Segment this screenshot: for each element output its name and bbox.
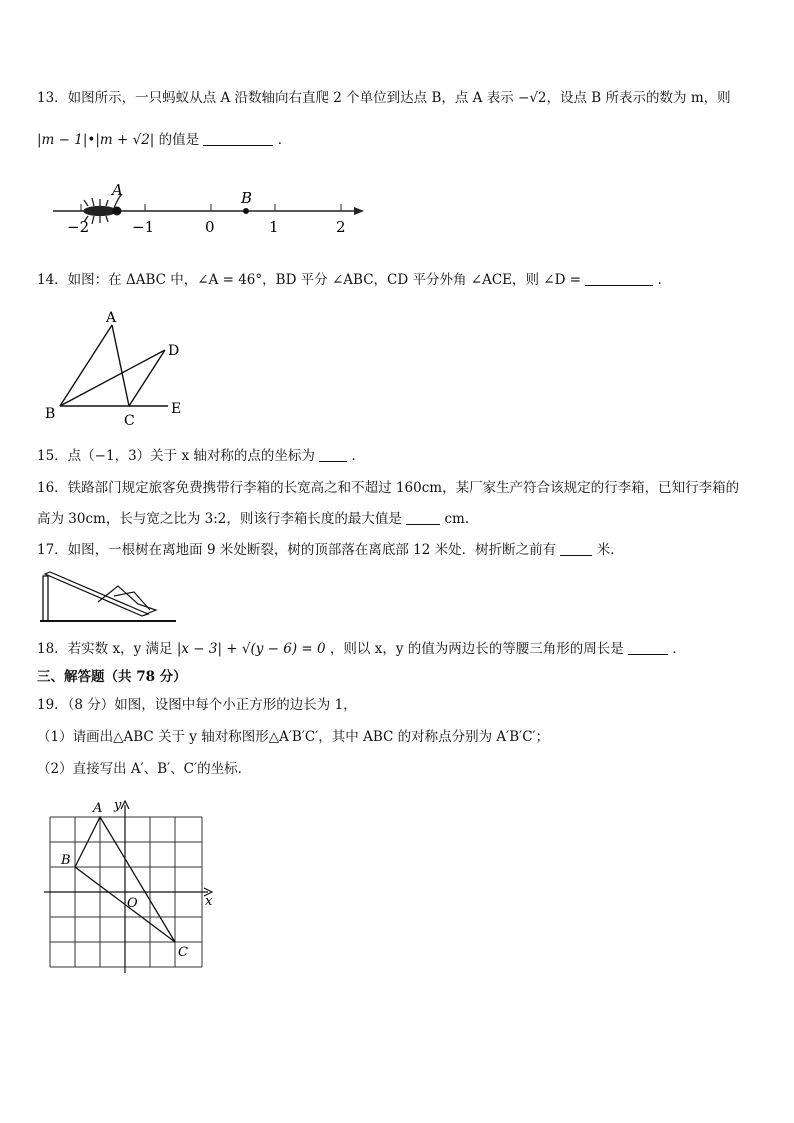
label-a: A: [106, 310, 117, 326]
q13-end: ．: [277, 132, 292, 148]
q17-end: 米．: [596, 542, 624, 558]
q16-answer-blank[interactable]: [406, 510, 440, 525]
q19-line1: [37, 696, 357, 714]
q15-end: ．: [351, 448, 365, 464]
q14-line: [37, 271, 671, 289]
q13-answer-blank[interactable]: [203, 131, 273, 146]
q15-answer-blank[interactable]: [319, 447, 347, 462]
label-b: B: [241, 189, 253, 207]
q16-line1: [37, 479, 739, 497]
q15-line: [37, 447, 365, 465]
q19-part1-line: [37, 728, 549, 746]
tick-label-neg2: −2: [67, 218, 90, 236]
q19-text: 19．（8 分）如图，设图中每个小正方形的边长为 1，: [37, 697, 357, 713]
q18-answer-blank[interactable]: [628, 640, 668, 655]
q16-text-1: 16．铁路部门规定旅客免费携带行李箱的长宽高之和不超过 160cm，某厂家生产符合该规定的行李箱，已知行李箱的: [37, 480, 740, 496]
q15-text: 15．点（−1，3）关于 x 轴对称的点的坐标为: [37, 448, 315, 464]
label-d: D: [168, 343, 180, 359]
q19-part2: （2）直接写出 A′、B′、C′的坐标．: [37, 761, 252, 777]
q14-text: 14．如图：在 ΔABC 中，∠A = 46°，BD 平分 ∠ABC，CD 平分外角 ∠ACE，则 ∠D =: [37, 272, 582, 288]
segment-bd: [60, 350, 165, 406]
q17-answer-blank[interactable]: [560, 541, 592, 556]
q14-triangle-figure: [40, 305, 200, 430]
label-b: B: [61, 853, 71, 868]
q13-suffix: 的值是: [158, 132, 200, 148]
section3-title: 三、解答题（共 78 分）: [37, 669, 187, 685]
q19-part2-line: [37, 760, 251, 778]
q18-end: ．: [672, 641, 686, 657]
q13-line1: [37, 89, 731, 107]
q18-prefix: 18．若实数 x，y 满足: [37, 641, 173, 657]
label-c: C: [124, 413, 135, 429]
label-b: B: [45, 406, 56, 422]
tick-label-1: 1: [269, 218, 279, 236]
q17-line: [37, 541, 624, 559]
q17-text: 17．如图，一根树在离地面 9 米处断裂，树的顶部落在离底部 12 米处．树折断之前有: [37, 542, 557, 558]
q16-text-2: 高为 30cm，长与宽之比为 3:2，则该行李箱长度的最大值是: [37, 511, 402, 527]
label-a: A: [93, 801, 103, 816]
segment-ac: [112, 325, 129, 406]
q13-text: 13．如图所示，一只蚂蚁从点 A 沿数轴向右直爬 2 个单位到达点 B，点 A 表示 −√2，设点 B 所表示的数为 m，则: [37, 90, 731, 106]
point-b: [243, 208, 249, 214]
q13-number-line: [48, 180, 368, 238]
tick-label-neg1: −1: [132, 218, 155, 236]
label-o: O: [127, 896, 138, 911]
q19-part1: （1）请画出△ABC 关于 y 轴对称图形△A′B′C′，其中 ABC 的对称点分别为 A′B′C′；: [37, 729, 550, 745]
label-y: y: [114, 798, 122, 813]
q13-line2: [37, 131, 291, 149]
q17-broken-tree-figure: [38, 566, 178, 624]
label-c: C: [178, 945, 188, 960]
q14-answer-blank[interactable]: [585, 271, 653, 286]
q18-suffix: ，则以 x，y 的值为两边长的等腰三角形的周长是: [329, 641, 624, 657]
q18-line: [37, 640, 686, 658]
axis-arrow: [354, 207, 364, 215]
tree-trunk: [43, 576, 48, 621]
q16-line2: [37, 510, 469, 528]
label-a: A: [112, 181, 123, 199]
q13-expression: |m − 1|•|m + √2|: [37, 132, 155, 148]
q18-expression: |x − 3| + √(y − 6) = 0: [176, 641, 326, 657]
q16-end: cm.: [444, 511, 470, 527]
q14-end: ．: [657, 272, 672, 288]
tick-label-0: 0: [205, 218, 215, 236]
label-e: E: [171, 401, 182, 417]
segment-cd: [129, 350, 165, 406]
q19-coordinate-grid: [40, 795, 230, 980]
point-a: [113, 207, 122, 216]
section3-heading: [37, 668, 187, 686]
label-x: x: [205, 894, 213, 909]
tick-label-2: 2: [336, 218, 346, 236]
fallen-tree-icon: [45, 572, 156, 616]
segment-ba: [60, 325, 112, 406]
